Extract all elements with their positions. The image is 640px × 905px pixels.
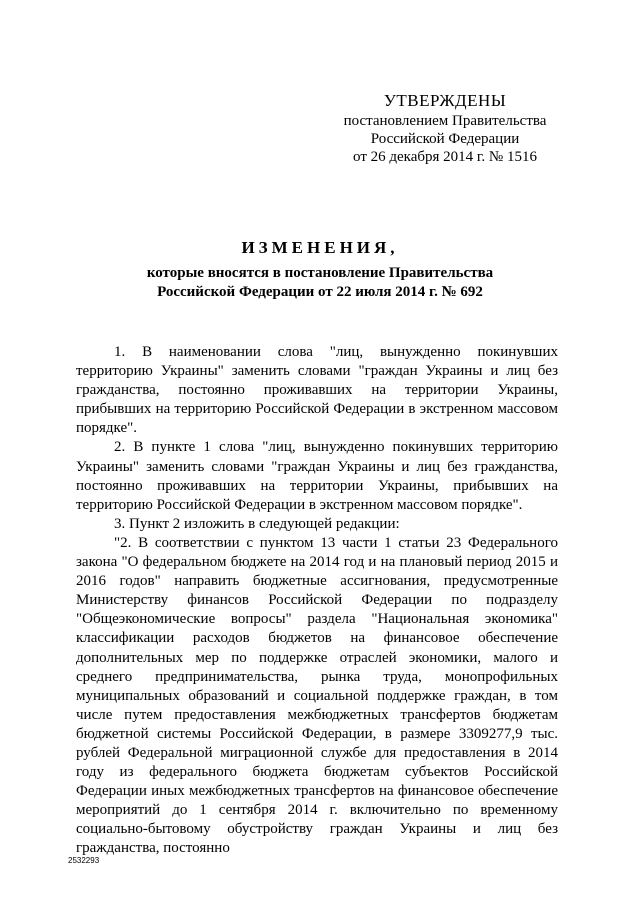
- paragraph-3: 3. Пункт 2 изложить в следующей редакции:: [114, 515, 400, 532]
- paragraph-2: 2. В пункте 1 слова "лиц, вынужденно покинувших территорию Украины" заменить словами "граждан Украины и лиц без гражданства, постоянно проживавших на территории Украины, прибывших на территорию Российской Федерации в экстренном массовом порядке".: [76, 439, 558, 513]
- approval-line-2: Российской Федерации: [370, 131, 520, 147]
- paragraph-1: 1. В наименовании слова "лиц, вынужденно покинувших территорию Украины" заменить словами "граждан Украины и лиц без гражданства, постоянно проживавших на территории Украины, прибывших на территорию Российской Федерации в экстренном массовом порядке".: [76, 344, 558, 437]
- document-title: ИЗМЕНЕНИЯ,: [241, 238, 399, 257]
- subtitle-line-2: Российской Федерации от 22 июля 2014 г. № 692: [157, 284, 483, 300]
- approval-line-1: постановлением Правительства: [343, 113, 547, 129]
- document-body: [76, 343, 558, 859]
- approval-word: УТВЕРЖДЕНЫ: [383, 91, 507, 110]
- document-code: 2532293: [68, 856, 100, 865]
- approval-line-3: от 26 декабря 2014 г. № 1516: [353, 149, 537, 165]
- paragraph-4: "2. В соответствии с пунктом 13 части 1 статьи 23 Федерального закона "О федеральном бюджете на 2014 год и на плановый период 2015 и 2016 годов" направить бюджетные ассигнования, предусмотренные Министерству финансов Российской Федерации по подразделу "Общеэкономические вопросы" раздела "Национальная экономика" классификации расходов бюджетов на финансовое обеспечение дополнительных мер по поддержке отраслей экономики, малого и среднего предпринимательства, рынка труда, монопрофильных муниципальных образований и социальной поддержке граждан, в том числе путем предоставления межбюджетных трансфертов бюджетам бюджетной системы Российской Федерации, в размере 3309277,9 тыс. рублей Федеральной миграционной службе для предоставления в 2014 году из федерального бюджета бюджетам субъектов Российской Федерации иных межбюджетных трансфертов на финансовое обеспечение мероприятий до 1 сентября 2014 г. включительно по временному социально-бытовому обустройству граждан Украины и лиц без гражданства, постоянно: [76, 534, 558, 857]
- approval-stamp: [340, 90, 550, 166]
- subtitle-line-1: которые вносятся в постановление Правительства: [146, 265, 494, 281]
- document-subtitle: [80, 264, 560, 302]
